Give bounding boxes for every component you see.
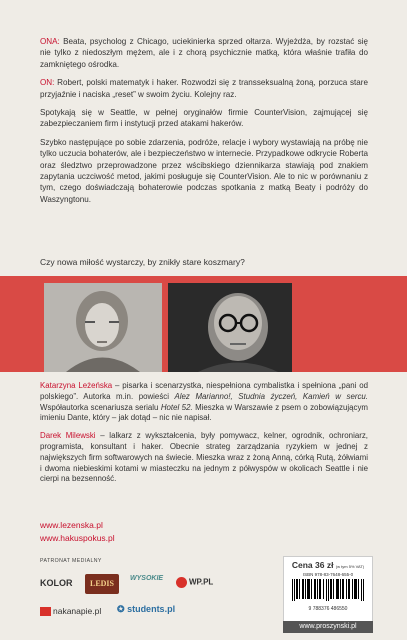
blurb — [40, 36, 368, 212]
price-box — [283, 556, 373, 622]
bio-lezenska-text-a: – pisarka i scenarzystka, niespełniona cymbalistka i spełniona „pani od polskiego”. Autorka m.in. powieści — [40, 381, 368, 401]
blurb-question: Czy nowa miłość wystarczy, by znikły stare koszmary? — [40, 257, 245, 267]
bio-lezenska-text-c: Mieszka w Warszawie z psem o zobowiązującym imieniu Dante, który – jak dotąd – nic nie napisał. — [40, 402, 368, 423]
ledis-logo: LEDIS — [85, 574, 119, 594]
bio-milewski-text: – lalkarz z wykształcenia, były pomywacz, kelner, ogrodnik, ochroniarz, programista, konsultant i haker. Obecnie strateg zarządzania ryzykiem w jednej z największych firm softwarowych na świecie. Mieszka wraz z żoną Anną, córką Rutą, żółwiami i dwoma niebieskimi kotami w miasteczku na jednym z półwyspów w okolicach Seattle i nie cierpi na bezsenność. — [40, 431, 368, 484]
bio-lezenska — [40, 381, 368, 424]
blurb-ona-text: Beata, psycholog z Chicago, uciekinierka sprzed ołtarza. Wyjeżdża, by rozstać się nie tylko z niedoszłym mężem, ale i z chorą psychicznie matką, która właśnie trafiła do zamkniętego ośrodka. — [40, 37, 369, 69]
students-icon: ✪ — [117, 604, 125, 614]
publisher-site[interactable]: www.proszynski.pl — [283, 621, 373, 633]
blurb-paragraph-ona — [40, 36, 368, 70]
students-text: students.pl — [127, 604, 176, 614]
bio-lezenska-text-b: Współautorka scenariusza serialu — [40, 402, 161, 412]
author-name-milewski: Darek Milewski — [40, 431, 96, 441]
blurb-paragraph-on — [40, 77, 368, 100]
nakanapie-text: nakanapie.pl — [53, 606, 102, 616]
isbn: ISBN 978-83-7648-655-0 — [302, 572, 354, 577]
barcode-digits: 9 788376 486550 — [308, 606, 348, 612]
price-vat: (w tym 5% VAT) — [335, 564, 365, 569]
nakanapie-icon — [40, 607, 51, 616]
author-bios — [40, 381, 368, 492]
blurb-paragraph-3: Spotykają się w Seattle, w pełnej oryginałów firmie CounterVision, zajmującej się zabezpieczaniem firm i instytucji przed atakami hakerów. — [40, 108, 368, 129]
blurb-paragraph-4: Szybko następujące po sobie zdarzenia, podróże, relacje i wybory wystawiają na próbę nie tylko uczucia bohaterów, ale i bezpieczeństwo w internecie. Przypadkowe odkrycie Roberta oraz śledztwo przeprowadzone przez wścibskiego dziennikarza stawiają pod znakiem zapytania uczciwość metod, jakimi posługuje się CounterVision. Ale to nic w porównaniu z tym, czego doświadczają bohaterowie podczas spotkania z matką Beaty i podróży do Waszyngtonu. — [40, 137, 368, 204]
bio-lezenska-serial: Hotel 52. — [160, 402, 193, 412]
blurb-on-text: Robert, polski matematyk i haker. Rozwodzi się z transseksualną żoną, porzuca stare przyjaźnie i naciska „reset” w swoim życiu. Kolejny raz. — [40, 78, 368, 99]
label-ona: ONA: — [40, 37, 60, 46]
nakanapie-logo — [40, 606, 101, 616]
wp-logo — [176, 577, 213, 588]
bio-lezenska-books: Alez Marianno!, Studnia życzeń, Kamień w sercu. — [174, 391, 368, 401]
patronat-label: PATRONAT MEDIALNY — [40, 558, 102, 564]
author-links — [40, 519, 115, 545]
wp-text: WP.PL — [189, 577, 214, 587]
label-on: ON: — [40, 78, 55, 88]
price-label: Cena 36 zł — [291, 560, 334, 570]
price-line — [284, 560, 372, 570]
wysokie-logo: WYSOKIE — [130, 575, 164, 582]
kolor-logo: KOLOR — [40, 578, 73, 588]
bio-milewski — [40, 431, 368, 485]
author-photo-milewski — [168, 283, 292, 372]
students-logo — [117, 604, 175, 615]
author-photo-lezenska — [44, 283, 162, 372]
author-name-lezenska: Katarzyna Leżeńska — [40, 381, 113, 390]
barcode-icon — [292, 579, 364, 601]
link-hakuspokus[interactable]: www.hakuspokus.pl — [40, 533, 115, 543]
link-lezenska[interactable]: www.lezenska.pl — [40, 520, 103, 530]
wp-icon — [176, 577, 187, 588]
